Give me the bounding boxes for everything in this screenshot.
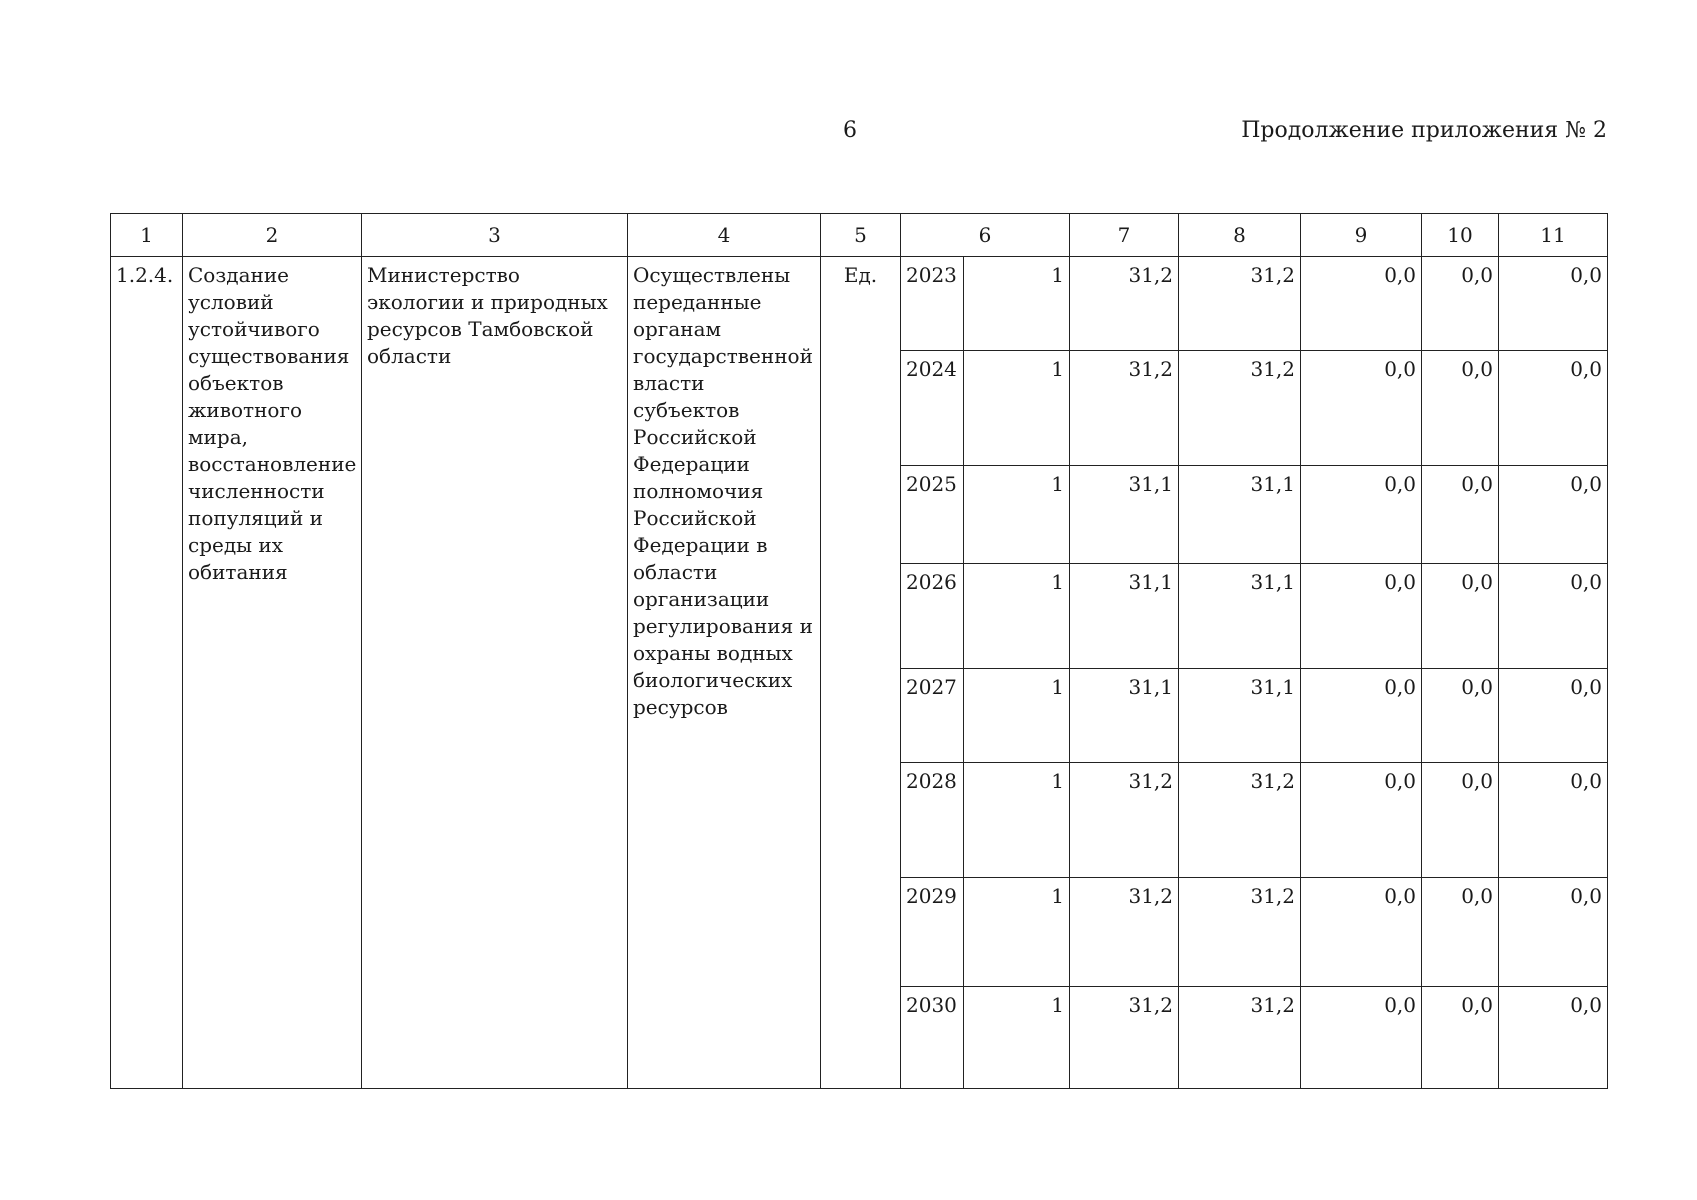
column-header: 2 <box>183 214 362 257</box>
col10-cell: 0,0 <box>1422 987 1499 1089</box>
col7-cell: 31,1 <box>1070 669 1179 763</box>
col10-cell: 0,0 <box>1422 351 1499 466</box>
col7-cell: 31,2 <box>1070 878 1179 987</box>
col11-cell: 0,0 <box>1499 763 1608 878</box>
col8-cell: 31,2 <box>1179 763 1301 878</box>
col10-cell: 0,0 <box>1422 878 1499 987</box>
col7-cell: 31,2 <box>1070 987 1179 1089</box>
column-header: 8 <box>1179 214 1301 257</box>
col8-cell: 31,2 <box>1179 257 1301 351</box>
col9-cell: 0,0 <box>1301 669 1422 763</box>
col7-cell: 31,1 <box>1070 466 1179 564</box>
col11-cell: 0,0 <box>1499 257 1608 351</box>
data-table <box>110 213 1608 1089</box>
measure-name-cell: Создание условий устойчивого существования объектов животного мира, восстановление численности популяций и среды их обитания <box>183 257 362 1089</box>
col11-cell: 0,0 <box>1499 564 1608 669</box>
year-cell: 2027 <box>901 669 964 763</box>
year-cell: 2025 <box>901 466 964 564</box>
column-header: 1 <box>111 214 183 257</box>
col9-cell: 0,0 <box>1301 987 1422 1089</box>
col8-cell: 31,1 <box>1179 564 1301 669</box>
column-header: 10 <box>1422 214 1499 257</box>
executor-cell: Министерство экологии и природных ресурсов Тамбовской области <box>362 257 628 1089</box>
column-header: 3 <box>362 214 628 257</box>
result-cell: Осуществлены переданные органам государственной власти субъектов Российской Федерации полномочия Российской Федерации в области организации регулирования и охраны водных биологических ресурсов <box>628 257 821 1089</box>
col11-cell: 0,0 <box>1499 466 1608 564</box>
col10-cell: 0,0 <box>1422 466 1499 564</box>
column-header: 9 <box>1301 214 1422 257</box>
col11-cell: 0,0 <box>1499 987 1608 1089</box>
year-cell: 2026 <box>901 564 964 669</box>
table-row <box>111 257 1608 351</box>
column-header: 7 <box>1070 214 1179 257</box>
col11-cell: 0,0 <box>1499 878 1608 987</box>
col8-cell: 31,2 <box>1179 878 1301 987</box>
col7-cell: 31,2 <box>1070 257 1179 351</box>
row-number-cell: 1.2.4. <box>111 257 183 1089</box>
value-cell: 1 <box>964 669 1070 763</box>
column-header-row <box>111 214 1608 257</box>
col9-cell: 0,0 <box>1301 257 1422 351</box>
column-header: 4 <box>628 214 821 257</box>
year-cell: 2024 <box>901 351 964 466</box>
col10-cell: 0,0 <box>1422 564 1499 669</box>
value-cell: 1 <box>964 564 1070 669</box>
col11-cell: 0,0 <box>1499 351 1608 466</box>
page-number: 6 <box>843 118 857 143</box>
col10-cell: 0,0 <box>1422 763 1499 878</box>
col9-cell: 0,0 <box>1301 878 1422 987</box>
col9-cell: 0,0 <box>1301 351 1422 466</box>
year-cell: 2029 <box>901 878 964 987</box>
value-cell: 1 <box>964 351 1070 466</box>
col7-cell: 31,1 <box>1070 564 1179 669</box>
col11-cell: 0,0 <box>1499 669 1608 763</box>
value-cell: 1 <box>964 466 1070 564</box>
value-cell: 1 <box>964 878 1070 987</box>
column-header: 6 <box>901 214 1070 257</box>
col8-cell: 31,2 <box>1179 987 1301 1089</box>
col10-cell: 0,0 <box>1422 257 1499 351</box>
col9-cell: 0,0 <box>1301 466 1422 564</box>
column-header: 5 <box>821 214 901 257</box>
col8-cell: 31,1 <box>1179 669 1301 763</box>
value-cell: 1 <box>964 987 1070 1089</box>
year-cell: 2030 <box>901 987 964 1089</box>
col10-cell: 0,0 <box>1422 669 1499 763</box>
col8-cell: 31,2 <box>1179 351 1301 466</box>
col7-cell: 31,2 <box>1070 351 1179 466</box>
col8-cell: 31,1 <box>1179 466 1301 564</box>
year-cell: 2028 <box>901 763 964 878</box>
year-cell: 2023 <box>901 257 964 351</box>
value-cell: 1 <box>964 257 1070 351</box>
value-cell: 1 <box>964 763 1070 878</box>
unit-cell: Ед. <box>821 257 901 1089</box>
col9-cell: 0,0 <box>1301 564 1422 669</box>
col7-cell: 31,2 <box>1070 763 1179 878</box>
appendix-label: Продолжение приложения № 2 <box>1241 118 1607 143</box>
col9-cell: 0,0 <box>1301 763 1422 878</box>
column-header: 11 <box>1499 214 1608 257</box>
